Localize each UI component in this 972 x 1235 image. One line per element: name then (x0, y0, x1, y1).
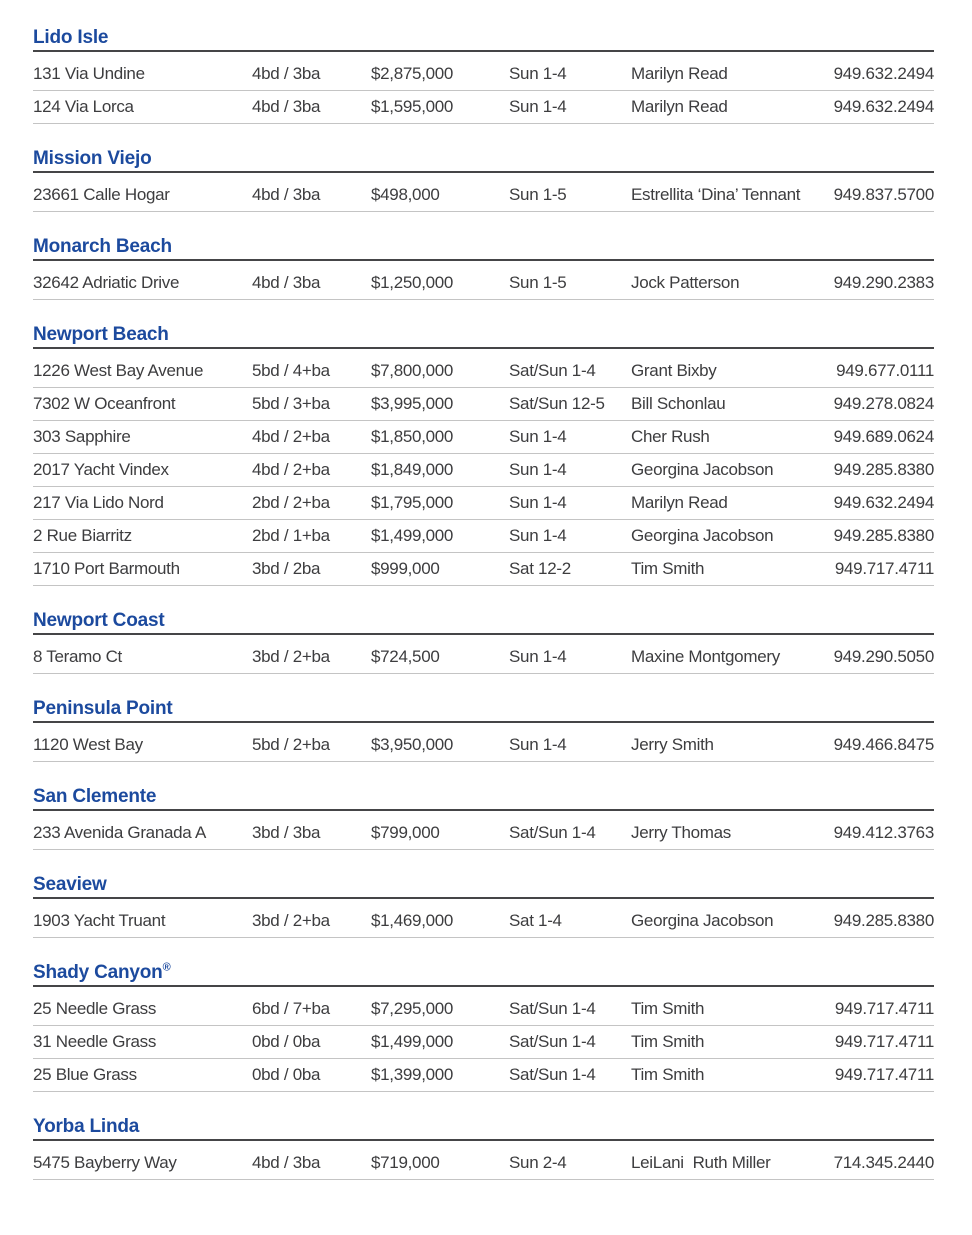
listing-price: $719,000 (371, 1153, 440, 1172)
listing-agent: Cher Rush (631, 427, 710, 446)
listing-beds-baths: 4bd / 2+ba (252, 427, 330, 446)
listing-beds-baths: 4bd / 2+ba (252, 460, 330, 479)
city-section (33, 1117, 934, 1180)
section-heading: Peninsula Point (33, 699, 934, 723)
listing-row (33, 993, 934, 1026)
listing-agent: Jock Patterson (631, 273, 740, 292)
listing-price: $7,800,000 (371, 361, 454, 380)
listing-beds-baths: 0bd / 0ba (252, 1065, 321, 1084)
listing-agent: Georgina Jacobson (631, 911, 774, 930)
listing-price: $1,499,000 (371, 526, 454, 545)
listing-address: 124 Via Lorca (33, 97, 134, 116)
listing-address: 25 Needle Grass (33, 999, 157, 1018)
section-heading: Seaview (33, 875, 934, 899)
listing-address: 1226 West Bay Avenue (33, 361, 204, 380)
listing-phone: 949.677.0111 (836, 361, 934, 380)
listing-open-house-time: Sun 1-4 (509, 64, 567, 83)
listing-address: 32642 Adriatic Drive (33, 273, 180, 292)
listing-row (33, 1147, 934, 1180)
listing-address: 8 Teramo Ct (33, 647, 122, 666)
listing-price: $1,469,000 (371, 911, 454, 930)
city-section (33, 963, 934, 1092)
listing-open-house-time: Sun 1-4 (509, 735, 567, 754)
listing-address: 2 Rue Biarritz (33, 526, 132, 545)
registered-mark: ® (162, 961, 171, 974)
listings-document (33, 28, 934, 1180)
city-section (33, 28, 934, 124)
section-rows (33, 905, 934, 938)
listing-row (33, 454, 934, 487)
listing-open-house-time: Sat/Sun 1-4 (509, 999, 596, 1018)
listing-phone: 949.285.8380 (833, 460, 934, 479)
section-rows (33, 817, 934, 850)
listing-row (33, 58, 934, 91)
listing-price: $799,000 (371, 823, 440, 842)
section-heading: Mission Viejo (33, 149, 934, 173)
listing-beds-baths: 4bd / 3ba (252, 64, 321, 83)
listing-phone: 949.717.4711 (834, 1032, 934, 1051)
listing-address: 25 Blue Grass (33, 1065, 137, 1084)
listing-phone: 949.466.8475 (833, 735, 934, 754)
listing-address: 5475 Bayberry Way (33, 1153, 177, 1172)
listing-address: 217 Via Lido Nord (33, 493, 164, 512)
listing-price: $7,295,000 (371, 999, 454, 1018)
listing-row (33, 421, 934, 454)
listing-phone: 949.717.4711 (834, 1065, 934, 1084)
listing-beds-baths: 4bd / 3ba (252, 1153, 321, 1172)
listing-phone: 949.632.2494 (833, 64, 934, 83)
listing-agent: Marilyn Read (631, 493, 728, 512)
section-heading: Newport Beach (33, 325, 934, 349)
listing-row (33, 1026, 934, 1059)
listing-address: 1120 West Bay (33, 735, 143, 754)
listing-open-house-time: Sun 1-4 (509, 493, 567, 512)
listing-price: $1,850,000 (371, 427, 454, 446)
listing-open-house-time: Sun 1-4 (509, 526, 567, 545)
city-section (33, 875, 934, 938)
listing-agent: Tim Smith (631, 1032, 705, 1051)
listing-open-house-time: Sat/Sun 1-4 (509, 1065, 596, 1084)
section-heading: Yorba Linda (33, 1117, 934, 1141)
listing-open-house-time: Sun 1-4 (509, 460, 567, 479)
section-heading: Newport Coast (33, 611, 934, 635)
section-rows (33, 993, 934, 1092)
listing-agent: Marilyn Read (631, 97, 728, 116)
listing-agent: Jerry Smith (631, 735, 714, 754)
listing-row (33, 355, 934, 388)
listing-price: $3,950,000 (371, 735, 454, 754)
section-rows (33, 179, 934, 212)
listing-beds-baths: 4bd / 3ba (252, 185, 321, 204)
city-section (33, 237, 934, 300)
listing-agent: Marilyn Read (631, 64, 728, 83)
listing-beds-baths: 2bd / 1+ba (252, 526, 330, 545)
listing-agent: Estrellita ‘Dina’ Tennant (631, 185, 801, 204)
listing-phone: 949.632.2494 (833, 97, 934, 116)
listing-phone: 949.717.4711 (834, 999, 934, 1018)
listing-beds-baths: 5bd / 4+ba (252, 361, 330, 380)
listing-open-house-time: Sun 2-4 (509, 1153, 567, 1172)
listing-row (33, 641, 934, 674)
listing-price: $1,849,000 (371, 460, 454, 479)
listing-address: 31 Needle Grass (33, 1032, 157, 1051)
listing-phone: 949.412.3763 (833, 823, 934, 842)
listing-phone: 949.290.5050 (833, 647, 934, 666)
listing-row (33, 520, 934, 553)
city-section (33, 611, 934, 674)
listing-beds-baths: 4bd / 3ba (252, 97, 321, 116)
listing-price: $1,250,000 (371, 273, 454, 292)
section-heading: San Clemente (33, 787, 934, 811)
section-rows (33, 729, 934, 762)
section-rows (33, 1147, 934, 1180)
listing-agent: Georgina Jacobson (631, 460, 774, 479)
listing-beds-baths: 4bd / 3ba (252, 273, 321, 292)
listing-open-house-time: Sun 1-5 (509, 273, 567, 292)
listing-row (33, 388, 934, 421)
city-section (33, 149, 934, 212)
listing-beds-baths: 5bd / 2+ba (252, 735, 330, 754)
listing-beds-baths: 3bd / 2+ba (252, 911, 330, 930)
listing-phone: 949.278.0824 (833, 394, 934, 413)
listing-beds-baths: 6bd / 7+ba (252, 999, 330, 1018)
listing-row (33, 817, 934, 850)
listing-agent: Tim Smith (631, 999, 705, 1018)
section-heading: Shady Canyon® (33, 963, 934, 987)
listing-phone: 949.837.5700 (833, 185, 934, 204)
listing-open-house-time: Sat/Sun 1-4 (509, 361, 596, 380)
listing-beds-baths: 0bd / 0ba (252, 1032, 321, 1051)
listing-open-house-time: Sun 1-4 (509, 647, 567, 666)
listing-price: $2,875,000 (371, 64, 454, 83)
listing-address: 23661 Calle Hogar (33, 185, 170, 204)
listing-price: $1,795,000 (371, 493, 454, 512)
city-section (33, 787, 934, 850)
section-rows (33, 355, 934, 586)
section-rows (33, 641, 934, 674)
listing-price: $498,000 (371, 185, 440, 204)
listing-open-house-time: Sat 1-4 (509, 911, 562, 930)
listing-agent: LeiLani Ruth Miller (631, 1153, 771, 1172)
listing-row (33, 729, 934, 762)
listing-beds-baths: 3bd / 2ba (252, 559, 321, 578)
listing-row (33, 487, 934, 520)
listing-beds-baths: 3bd / 3ba (252, 823, 321, 842)
listing-agent: Jerry Thomas (631, 823, 732, 842)
listing-agent: Tim Smith (631, 559, 705, 578)
listing-beds-baths: 3bd / 2+ba (252, 647, 330, 666)
listing-open-house-time: Sat/Sun 1-4 (509, 1032, 596, 1051)
listing-phone: 949.632.2494 (833, 493, 934, 512)
listing-price: $724,500 (371, 647, 440, 666)
city-section (33, 699, 934, 762)
listing-address: 303 Sapphire (33, 427, 131, 446)
listing-phone: 949.285.8380 (833, 526, 934, 545)
section-rows (33, 58, 934, 124)
listing-address: 7302 W Oceanfront (33, 394, 176, 413)
section-heading: Monarch Beach (33, 237, 934, 261)
listing-phone: 714.345.2440 (833, 1153, 934, 1172)
listing-open-house-time: Sat/Sun 12-5 (509, 394, 605, 413)
listing-price: $3,995,000 (371, 394, 454, 413)
listing-price: $999,000 (371, 559, 440, 578)
listing-phone: 949.689.0624 (833, 427, 934, 446)
listing-row (33, 91, 934, 124)
city-section (33, 325, 934, 586)
listing-agent: Tim Smith (631, 1065, 705, 1084)
listing-row (33, 267, 934, 300)
listing-beds-baths: 2bd / 2+ba (252, 493, 330, 512)
listing-row (33, 179, 934, 212)
listing-row (33, 905, 934, 938)
listing-open-house-time: Sat/Sun 1-4 (509, 823, 596, 842)
listing-beds-baths: 5bd / 3+ba (252, 394, 330, 413)
listing-price: $1,499,000 (371, 1032, 454, 1051)
listing-open-house-time: Sun 1-5 (509, 185, 567, 204)
listing-price: $1,399,000 (371, 1065, 454, 1084)
listing-phone: 949.285.8380 (833, 911, 934, 930)
listing-open-house-time: Sun 1-4 (509, 97, 567, 116)
listing-agent: Maxine Montgomery (631, 647, 780, 666)
listing-address: 1710 Port Barmouth (33, 559, 180, 578)
listing-open-house-time: Sun 1-4 (509, 427, 567, 446)
listing-row (33, 553, 934, 586)
listing-open-house-time: Sat 12-2 (509, 559, 571, 578)
listing-agent: Georgina Jacobson (631, 526, 774, 545)
listing-agent: Grant Bixby (631, 361, 717, 380)
listing-phone: 949.717.4711 (834, 559, 934, 578)
listing-address: 233 Avenida Granada A (33, 823, 206, 842)
listing-address: 131 Via Undine (33, 64, 145, 83)
listing-address: 2017 Yacht Vindex (33, 460, 169, 479)
listing-address: 1903 Yacht Truant (33, 911, 166, 930)
listing-agent: Bill Schonlau (631, 394, 726, 413)
section-rows (33, 267, 934, 300)
listing-phone: 949.290.2383 (833, 273, 934, 292)
listing-price: $1,595,000 (371, 97, 454, 116)
section-heading: Lido Isle (33, 28, 934, 52)
listing-row (33, 1059, 934, 1092)
